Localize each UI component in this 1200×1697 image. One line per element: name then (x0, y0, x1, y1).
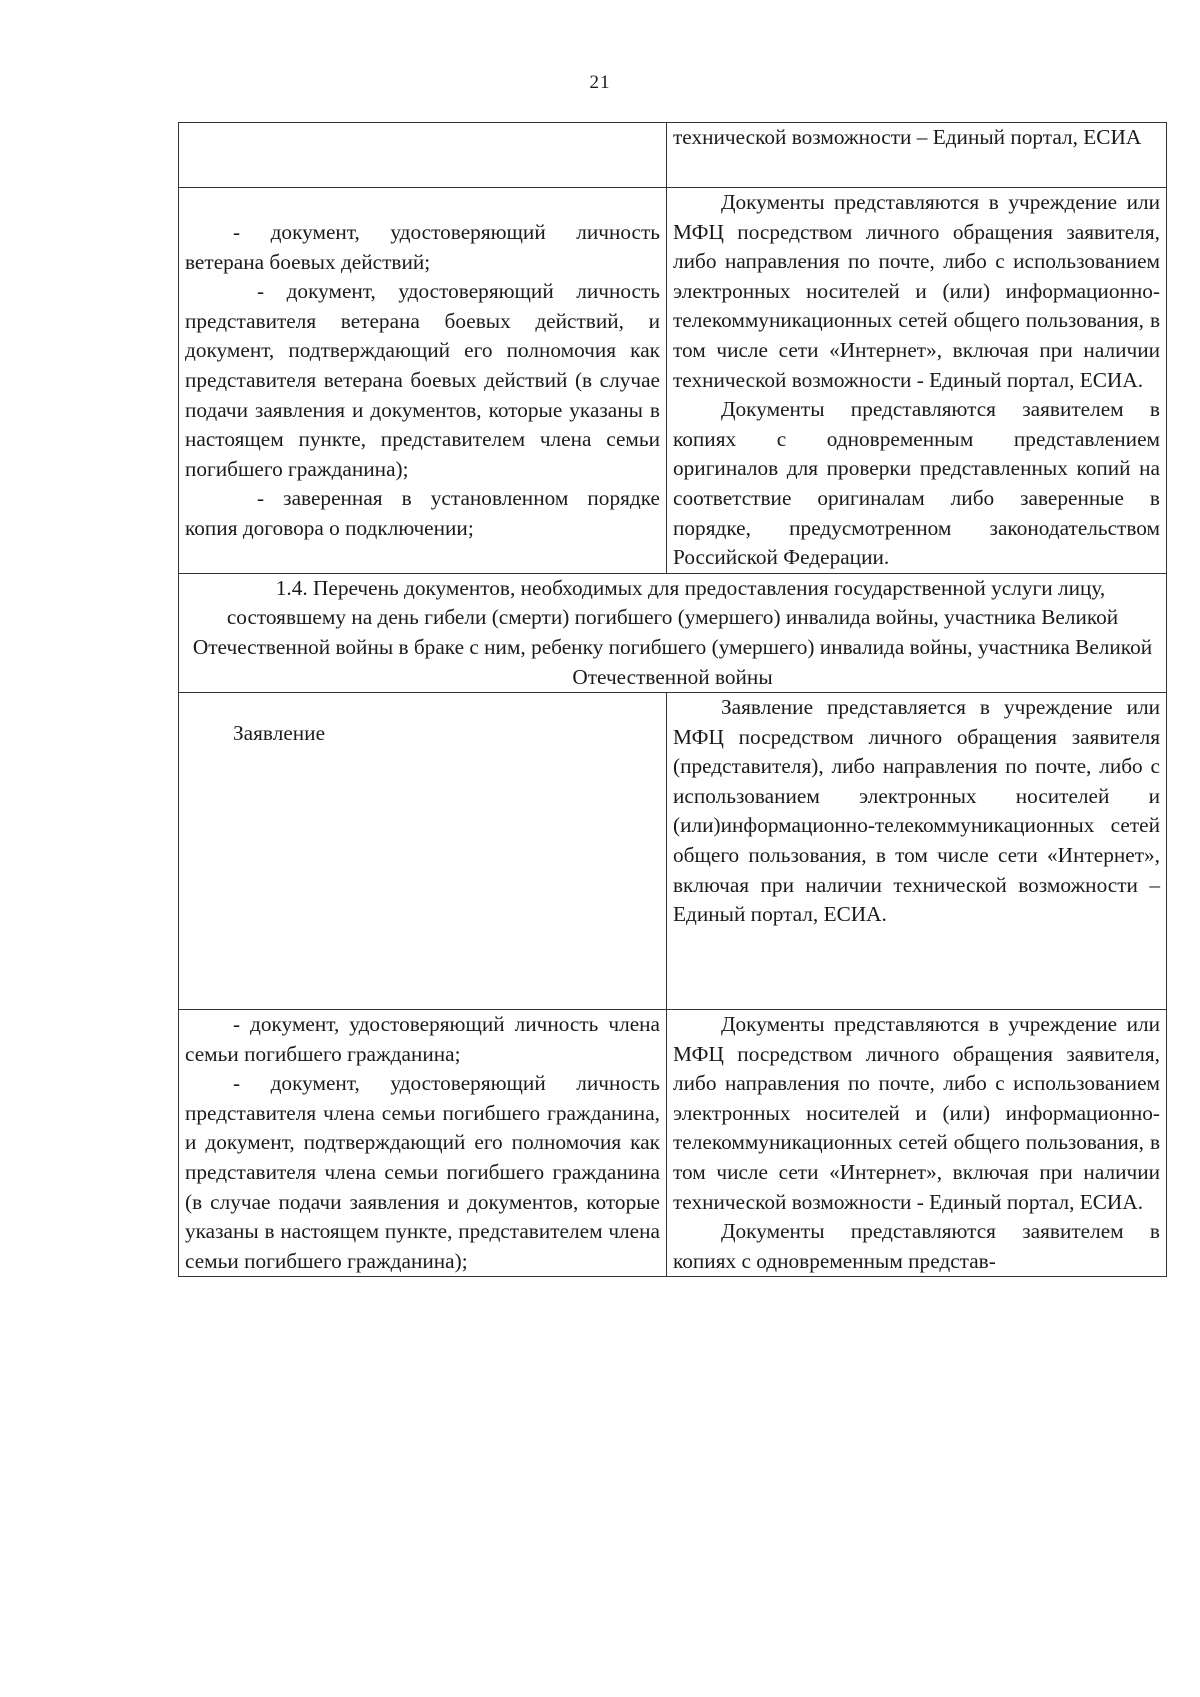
table-row (179, 123, 1167, 188)
cell-paragraph: Документы представляются в учреждение или МФЦ посредством личного обращения заявителя, либо направления по почте, либо с использованием электронных носителей и (или) информационно-телекоммуникационных сетей общего пользования, в том числе сети «Интернет», включая при наличии технической возможности - Единый портал, ЕСИА. (673, 190, 1160, 392)
table-cell-right (667, 188, 1167, 574)
table-cell-right (667, 693, 1167, 1010)
table-cell-right (667, 123, 1167, 188)
cell-paragraph: - документ, удостоверяющий личность представителя ветерана боевых действий, и документ, подтверждающий его полномочия как представителя ветерана боевых действий (в случае подачи заявления и документов, которые указаны в настоящем пункте, представителем члена семьи погибшего гражданина); (185, 279, 660, 481)
cell-paragraph: Документы представляются в учреждение или МФЦ посредством личного обращения заявителя, либо направления по почте, либо с использованием электронных носителей и (или) информационно-телекоммуникационных сетей общего пользования, в том числе сети «Интернет», включая при наличии технической возможности - Единый портал, ЕСИА. (673, 1012, 1160, 1214)
cell-paragraph: Заявление (233, 721, 326, 746)
table-row (179, 693, 1167, 1010)
cell-paragraph: Заявление представляется в учреждение или МФЦ посредством личного обращения заявителя (представителя), либо направления по почте, либо с использованием электронных носителей и (или)информационно-телекоммуникационных сетей общего пользования, в том числе сети «Интернет», включая при наличии технической возможности – Единый портал, ЕСИА. (673, 695, 1160, 927)
page-number: 21 (589, 72, 611, 93)
table-row (179, 188, 1167, 574)
cell-paragraph: - заверенная в установленном порядке копия договора о подключении; (185, 486, 660, 540)
cell-paragraph: Документы представляются заявителем в копиях с одновременным представ- (673, 1219, 1160, 1273)
table-cell-left (179, 693, 667, 1010)
cell-paragraph: технической возможности – Единый портал, ЕСИА (673, 125, 1142, 149)
cell-paragraph: - документ, удостоверяющий личность члена семьи погибшего гражданина; (185, 1012, 660, 1066)
documents-table (178, 122, 1167, 1277)
section-heading-cell (179, 573, 1167, 692)
table-cell-left (179, 1010, 667, 1277)
table-cell-left (179, 188, 667, 574)
section-heading: 1.4. Перечень документов, необходимых для предоставления государственной услуги лицу, состоявшему на день гибели (смерти) погибшего (умершего) инвалида войны, участника Великой Отечественной войны в браке с ним, ребенку погибшего (умершего) инвалида войны, участника Великой Отечественной войны (192, 575, 1153, 689)
table-row (179, 573, 1167, 692)
cell-paragraph: - документ, удостоверяющий личность представителя члена семьи погибшего гражданина, и документ, подтверждающий его полномочия как представителя члена семьи погибшего гражданина (в случае подачи заявления и документов, которые указаны в настоящем пункте, представителем члена семьи погибшего гражданина); (185, 1071, 660, 1273)
table-row (179, 1010, 1167, 1277)
table-cell-left (179, 123, 667, 188)
table-cell-right (667, 1010, 1167, 1277)
cell-paragraph: Документы представляются заявителем в копиях с одновременным представлением оригиналов для проверки представленных копий на соответствие оригиналам либо заверенные в порядке, предусмотренном законодательством Российской Федерации. (673, 397, 1160, 570)
cell-paragraph: - документ, удостоверяющий личность ветерана боевых действий; (185, 220, 660, 274)
